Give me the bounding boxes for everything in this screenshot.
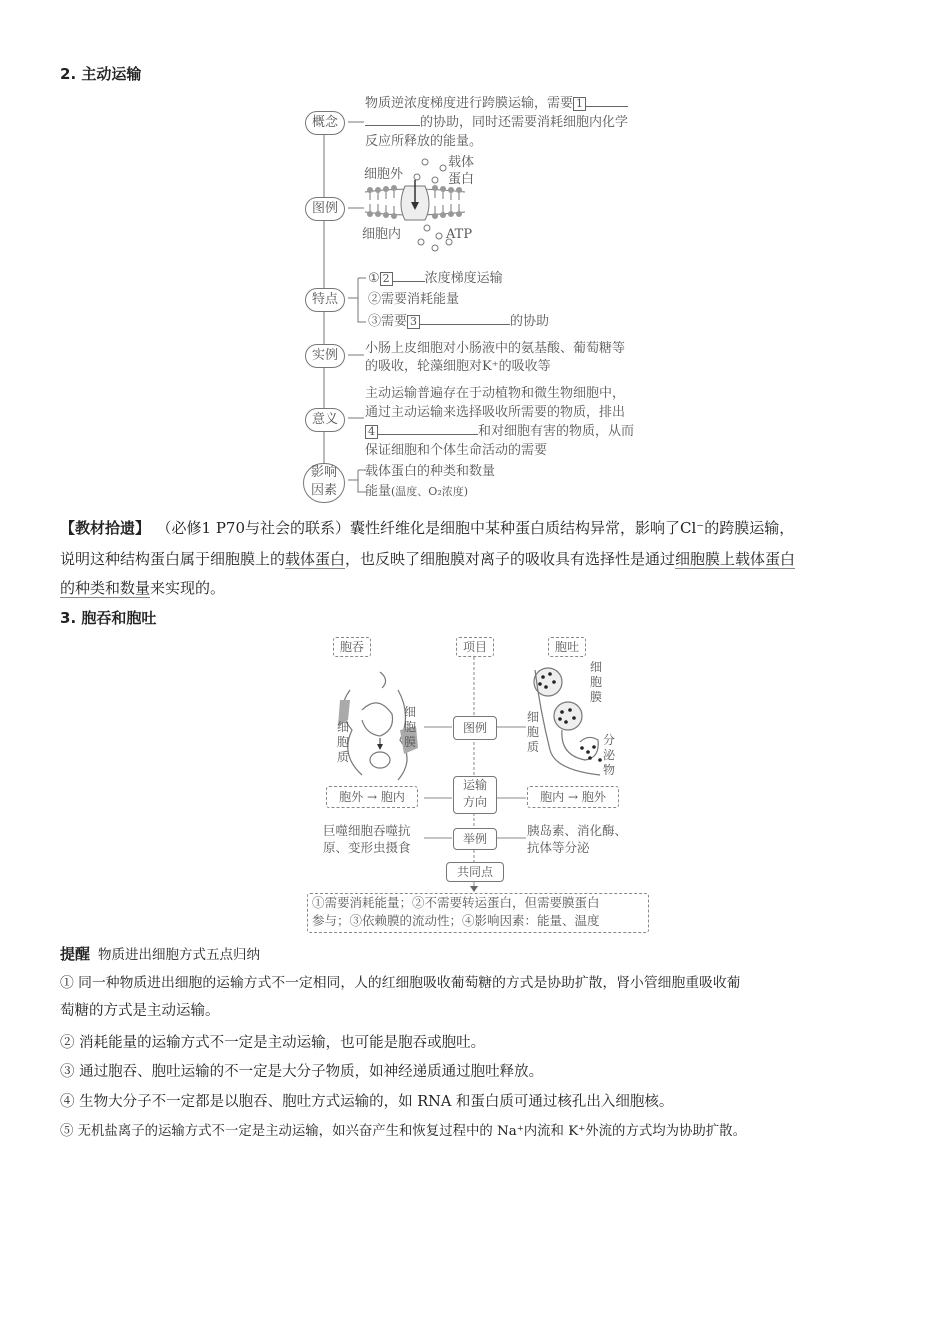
tip-3: ③ 通过胞吞、胞吐运输的不一定是大分子物质，如神经递质通过胞吐释放。 [60,1064,544,1080]
label-membrane-right: 细胞膜 [590,660,603,704]
fig-inside-label: 细胞内 [362,227,402,242]
fig-carrier-label-1: 载体 [448,155,475,170]
example-line-1: 小肠上皮细胞对小肠液中的氨基酸、葡萄糖等 [365,341,626,356]
section-title: . 主动运输 [70,65,142,83]
node-feature: 特点 [305,288,345,312]
row-legend: 图例 [453,716,497,740]
row-common: 共同点 [446,862,504,882]
example-left: 巨噬细胞吞噬抗 原、变形虫摄食 [323,823,411,855]
concept-line-3: 反应所释放的能量。 [365,134,483,149]
fig-carrier-label-2: 蛋白 [448,172,475,187]
tip-1b: 萄糖的方式是主动运输。 [60,1003,220,1019]
node-figure: 图例 [305,197,345,221]
row-example: 举例 [453,828,497,850]
textbook-ref: （必修1 P70与社会的联系） [164,519,351,537]
textbook-note-line-2: 说明这种结构蛋白属于细胞膜上的载体蛋白，也反映了细胞膜对离子的吸收具有选择性是通过细胞膜上载体蛋白 [60,550,796,568]
membrane-illustration [355,150,475,260]
fig-outside-label: 细胞外 [364,167,404,182]
node-meaning: 意义 [305,408,345,432]
textbook-note-line-1: 【教材拾遗】 （必修1 P70与社会的联系）囊性纤维化是细胞中某种蛋白质结构异常，影响了Cl⁻的跨膜运输， [60,519,795,537]
section-3-heading [60,607,156,628]
common-points: ①需要消耗能量；②不需要转运蛋白，但需要膜蛋白 参与；③依赖膜的流动性；④影响因素：能量、温度 [307,893,649,933]
blank-number-1: 1 [573,97,586,111]
textbook-note-line-3: 的种类和数量来实现的。 [60,579,226,597]
label-secretion: 分泌物 [603,733,616,777]
textbook-label: 【教材拾遗】 [60,519,151,537]
tips-heading [60,943,260,966]
blank-number-4: 4 [365,425,378,439]
blank-number-2: 2 [380,272,393,286]
section-number: 3 [60,609,71,627]
node-example: 实例 [305,344,345,368]
blank-number-3: 3 [407,315,420,329]
label-membrane-left: 细胞膜 [404,705,417,749]
tips-label: 提醒 [60,945,91,963]
factor-line-1: 载体蛋白的种类和数量 [365,464,496,479]
meaning-line-3: 4 和对细胞有害的物质，从而 [365,422,634,441]
tip-2: ② 消耗能量的运输方式不一定是主动运输，也可能是胞吞或胞吐。 [60,1035,486,1051]
section-title: . 胞吞和胞吐 [70,609,157,627]
header-item: 项目 [456,637,494,657]
tip-1a: ① 同一种物质进出细胞的运输方式不一定相同，人的红细胞吸收葡萄糖的方式是协助扩散，肾小管细胞重吸收葡 [60,975,741,991]
meaning-line-2: 通过主动运输来选择吸收所需要的物质，排出 [365,405,626,420]
meaning-line-1: 主动运输普遍存在于动植物和微生物细胞中， [365,386,626,401]
tip-5: ⑤ 无机盐离子的运输方式不一定是主动运输，如兴奋产生和恢复过程中的 Na⁺内流和 K⁺外流的方式均为协助扩散。 [60,1124,746,1139]
node-concept: 概念 [305,111,345,135]
label-cytoplasm-left: 细胞质 [337,720,350,764]
node-factor: 影响 因素 [303,463,345,503]
underlined-carrier-protein: 载体蛋白 [285,550,346,568]
underlined-membrane-carrier: 细胞膜上载体蛋白 [675,550,796,568]
feature-1: ① 2 浓度梯度运输 [368,271,503,286]
direction-in: 胞外 → 胞内 [326,786,418,808]
feature-2: ②需要消耗能量 [368,292,460,307]
underlined-type-number: 的种类和数量 [60,579,151,597]
header-endocytosis: 胞吞 [333,637,371,657]
factor-line-2: 能量(温度、O₂浓度) [365,484,469,499]
meaning-line-4: 保证细胞和个体生命活动的需要 [365,443,548,458]
concept-line-2: 的协助，同时还需要消耗细胞内化学 [365,113,628,132]
concept-line-1: 物质逆浓度梯度进行跨膜运输，需要 1 [365,94,628,113]
header-exocytosis: 胞吐 [548,637,586,657]
section-2-heading [60,63,141,84]
tips-title: 物质进出细胞方式五点归纳 [98,947,261,963]
fig-atp-label: ATP [446,227,473,242]
example-right: 胰岛素、消化酶、 抗体等分泌 [527,823,628,855]
tip-4: ④ 生物大分子不一定都是以胞吞、胞吐方式运输的，如 RNA 和蛋白质可通过核孔出入细胞核。 [60,1094,674,1110]
row-direction: 运输 方向 [453,776,497,814]
direction-out: 胞内 → 胞外 [527,786,619,808]
label-cytoplasm-right: 细胞质 [527,710,540,754]
section-number: 2 [60,65,71,83]
example-line-2: 的吸收，轮藻细胞对K⁺的吸收等 [365,359,551,374]
feature-3: ③需要 3 的协助 [368,314,550,329]
